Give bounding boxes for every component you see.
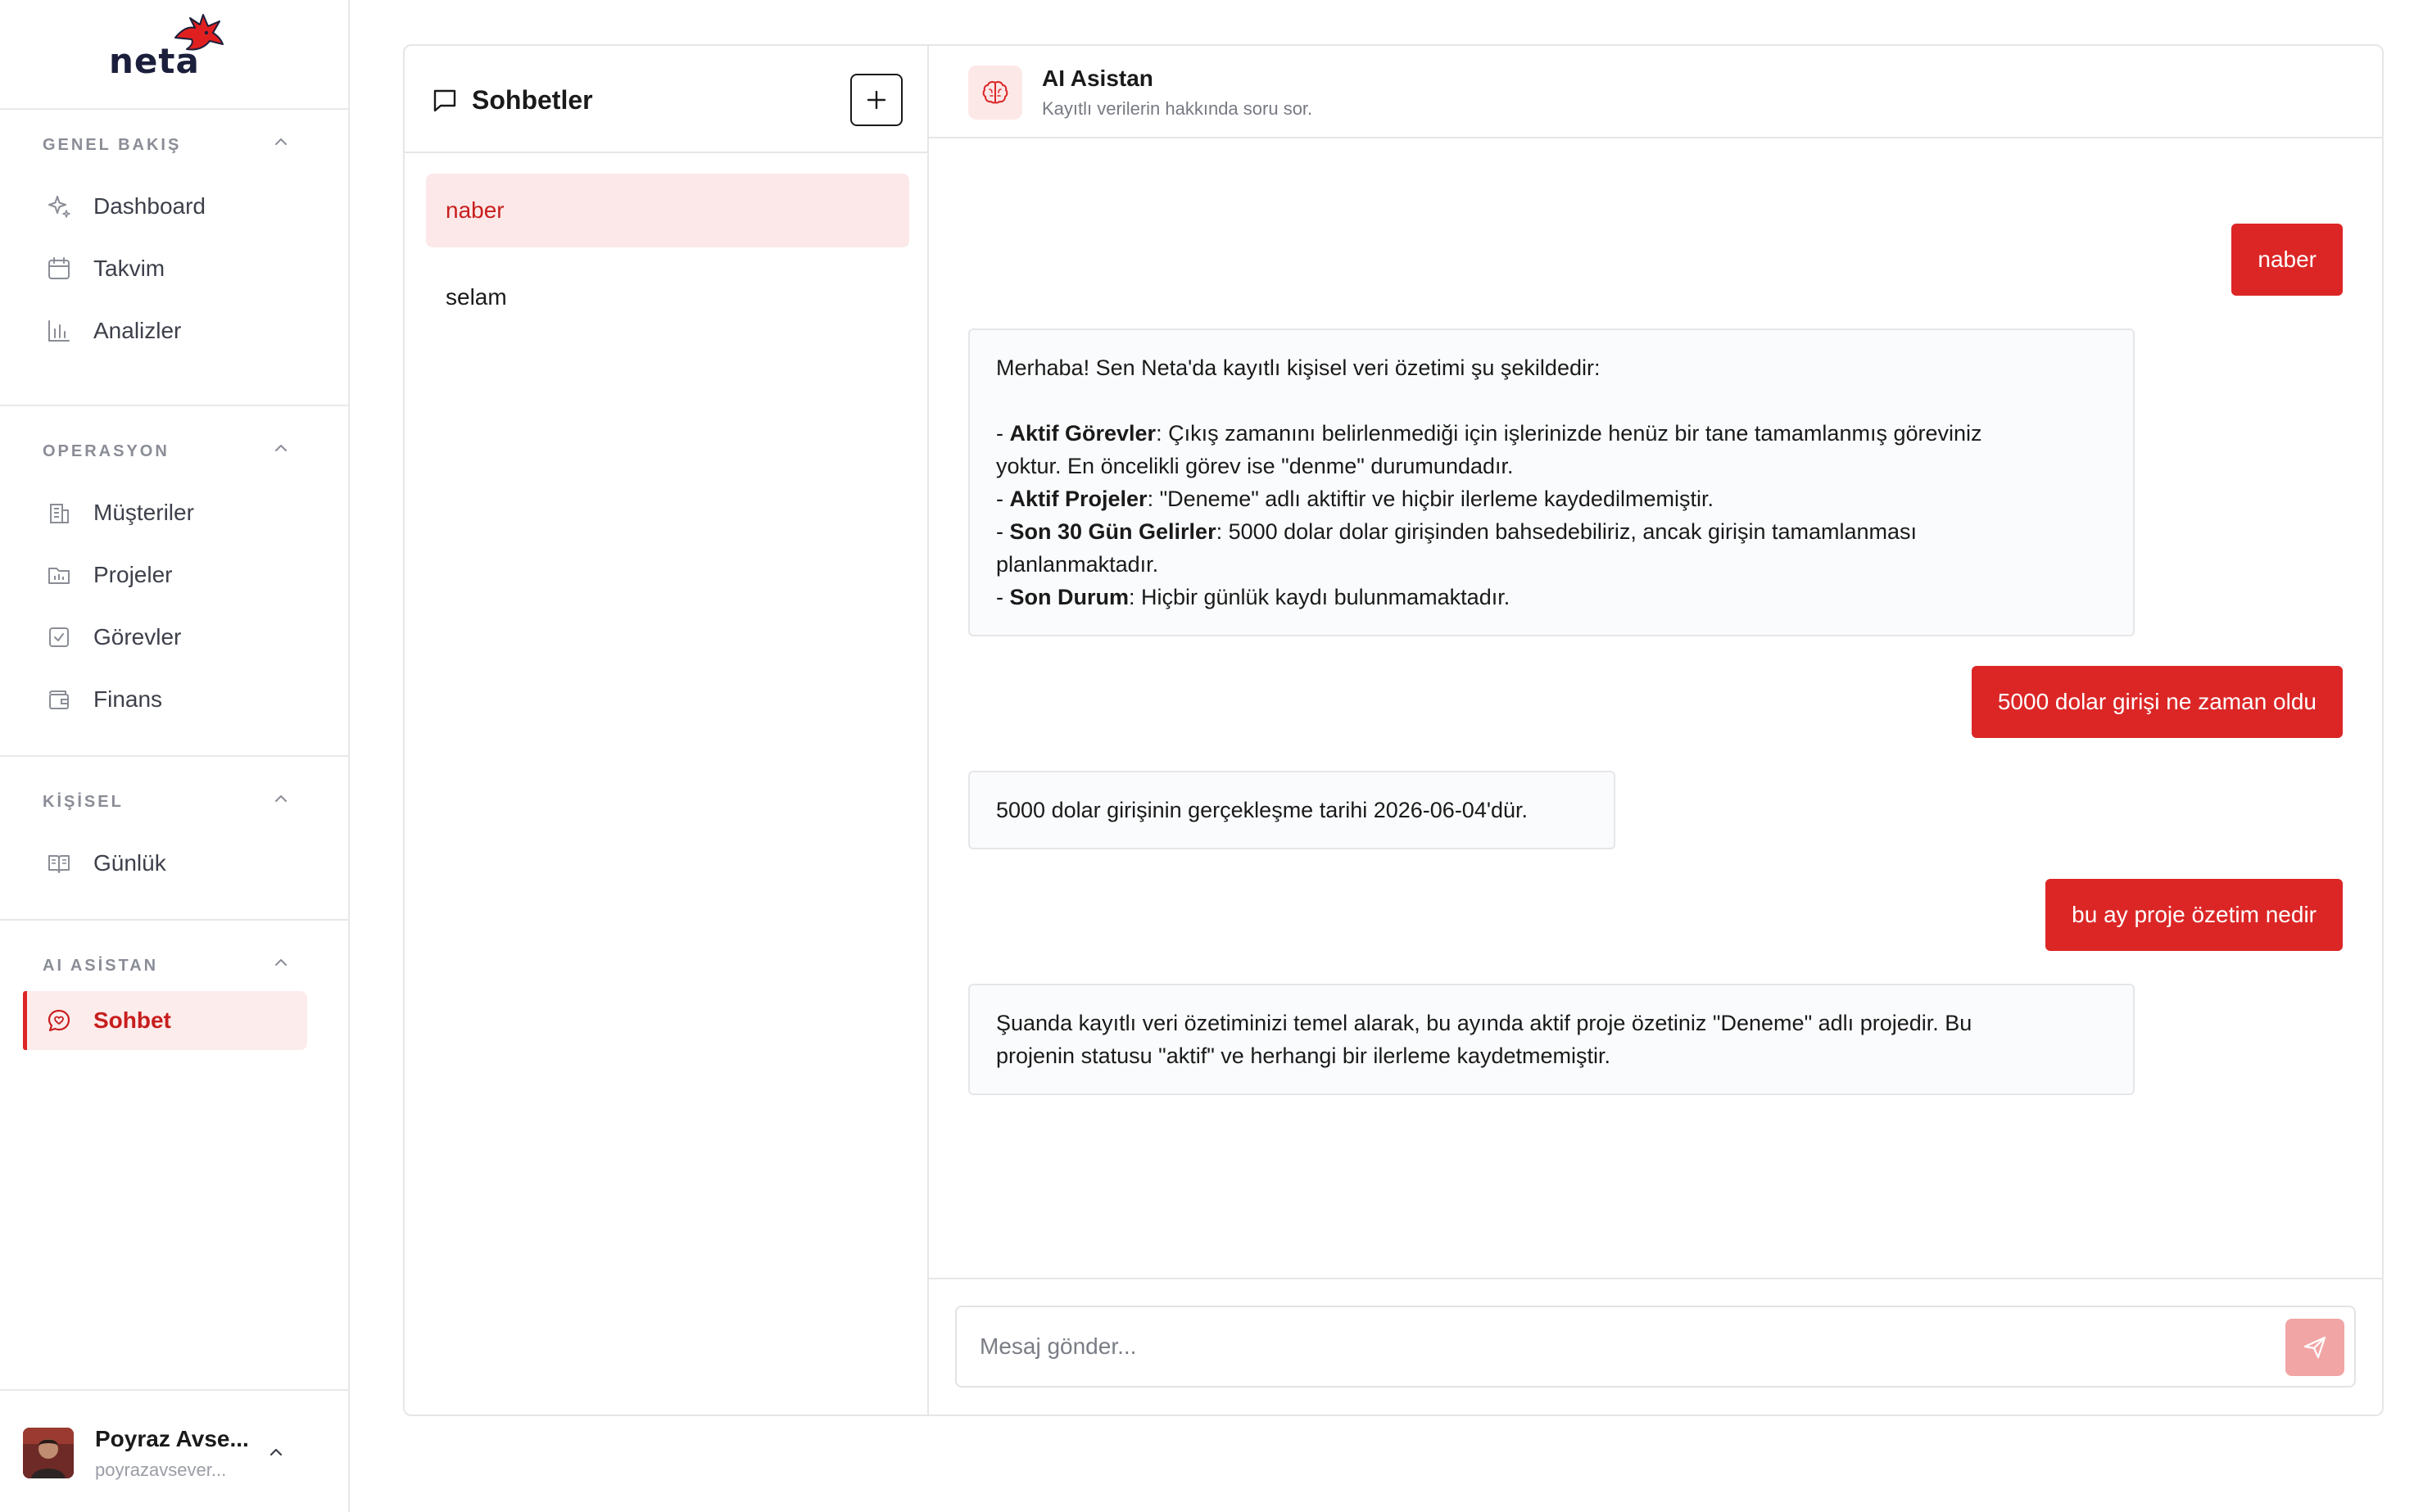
section-title: GENEL BAKIŞ bbox=[43, 136, 182, 154]
sidebar-item-label: Müşteriler bbox=[93, 500, 194, 525]
user-message: naber bbox=[2231, 224, 2343, 296]
nav-section-operations bbox=[0, 406, 348, 757]
message-line: yoktur. En öncelikli görev ise "denme" durumundadır. bbox=[996, 454, 1514, 478]
conversation-column bbox=[929, 46, 2382, 1415]
sidebar-item-label: Sohbet bbox=[93, 1007, 171, 1033]
assistant-badge bbox=[968, 66, 1022, 120]
sidebar-item-label: Görevler bbox=[93, 624, 182, 650]
message-input[interactable] bbox=[980, 1307, 2208, 1386]
section-header-personal[interactable] bbox=[0, 757, 348, 826]
message-composer bbox=[929, 1278, 2382, 1415]
sidebar-item-label: Takvim bbox=[93, 256, 165, 281]
nav-section-personal bbox=[0, 757, 348, 921]
message-line: - Aktif Projeler: "Deneme" adlı aktiftir ve hiçbir ilerleme kaydedilmemiştir. bbox=[996, 487, 1714, 511]
sidebar-item-label: Dashboard bbox=[93, 193, 206, 219]
bird-logo-icon bbox=[170, 13, 226, 56]
sidebar-item-label: Günlük bbox=[93, 850, 166, 876]
chevron-up-icon[interactable] bbox=[272, 790, 290, 808]
assistant-message bbox=[968, 984, 2135, 1095]
chevron-up-icon[interactable] bbox=[272, 133, 290, 151]
chevron-up-icon[interactable] bbox=[265, 1442, 287, 1463]
message-line: 5000 dolar girişinin gerçekleşme tarihi 2026-06-04'dür. bbox=[996, 798, 1529, 822]
bar-chart-icon bbox=[46, 318, 72, 344]
plus-icon bbox=[864, 88, 889, 112]
message-line: planlanmaktadır. bbox=[996, 552, 1159, 577]
wallet-icon bbox=[46, 686, 72, 713]
sidebar-item-label: Finans bbox=[93, 686, 163, 712]
message-line: Merhaba! Sen Neta'da kayıtlı kişisel veri özetimi şu şekildedir: bbox=[996, 355, 1601, 380]
sidebar-item-journal[interactable] bbox=[23, 832, 307, 894]
message-square-icon bbox=[431, 86, 459, 114]
section-header-overview[interactable] bbox=[0, 110, 348, 167]
sidebar-item-calendar[interactable] bbox=[23, 238, 307, 300]
assistant-message bbox=[968, 771, 1615, 849]
conversation-title: AI Asistan bbox=[1042, 66, 1153, 91]
send-icon bbox=[2301, 1333, 2329, 1361]
chevron-up-icon[interactable] bbox=[272, 953, 290, 971]
calendar-icon bbox=[46, 256, 72, 282]
user-menu[interactable] bbox=[0, 1389, 348, 1512]
sidebar-item-finance[interactable] bbox=[23, 668, 307, 731]
user-email: poyrazavsever... bbox=[95, 1460, 227, 1480]
avatar-image bbox=[23, 1428, 74, 1478]
sidebar-item-label: Analizler bbox=[93, 318, 182, 343]
building-icon bbox=[46, 500, 72, 526]
sidebar-item-projects[interactable] bbox=[23, 544, 307, 606]
assistant-message bbox=[968, 328, 2135, 636]
folder-icon bbox=[46, 562, 72, 588]
new-chat-button[interactable] bbox=[850, 74, 903, 126]
message-line: - Aktif Görevler: Çıkış zamanını belirlenmediği için işlerinizde henüz bir tane tamamlanmış göreviniz bbox=[996, 421, 1982, 446]
sparkles-icon bbox=[46, 193, 72, 220]
sidebar-item-chat[interactable] bbox=[23, 991, 307, 1050]
message-list bbox=[929, 140, 2382, 1328]
message-input-box[interactable] bbox=[955, 1306, 2356, 1388]
sidebar-item-tasks[interactable] bbox=[23, 606, 307, 668]
chat-list-header bbox=[405, 46, 927, 153]
book-open-icon bbox=[46, 850, 72, 876]
chat-list-item[interactable]: selam bbox=[446, 284, 507, 310]
sidebar bbox=[0, 0, 350, 1512]
send-button[interactable] bbox=[2285, 1319, 2344, 1376]
message-line: projenin statusu "aktif" ve herhangi bir ilerleme kaydetmemiştir. bbox=[996, 1043, 1611, 1068]
conversation-subtitle: Kayıtlı verilerin hakkında soru sor. bbox=[1042, 98, 1313, 119]
avatar bbox=[23, 1428, 74, 1478]
chevron-up-icon[interactable] bbox=[272, 439, 290, 457]
sidebar-item-analytics[interactable] bbox=[23, 300, 307, 362]
checkbox-icon bbox=[46, 624, 72, 650]
message-line: - Son 30 Gün Gelirler: 5000 dolar dolar girişinden bahsedebiliriz, ancak girişin tamamlanması bbox=[996, 519, 1918, 544]
section-header-ai[interactable] bbox=[0, 921, 348, 991]
chat-list-item[interactable]: naber bbox=[426, 174, 909, 247]
message-line bbox=[996, 384, 2107, 417]
section-title: KİŞİSEL bbox=[43, 793, 124, 811]
message-line: Şuanda kayıtlı veri özetiminizi temel alarak, bu ayında aktif proje özetiniz "Deneme" adlı projedir. Bu bbox=[996, 1011, 1972, 1035]
conversation-header bbox=[929, 46, 2382, 138]
chat-list-title: Sohbetler bbox=[472, 85, 593, 115]
nav-section-overview bbox=[0, 110, 348, 406]
sidebar-item-customers[interactable] bbox=[23, 482, 307, 544]
section-header-operations[interactable] bbox=[0, 406, 348, 473]
brand-name: neta bbox=[109, 41, 200, 81]
user-message: bu ay proje özetim nedir bbox=[2045, 879, 2343, 951]
user-message: 5000 dolar girişi ne zaman oldu bbox=[1972, 666, 2343, 738]
brand-logo[interactable] bbox=[0, 0, 348, 110]
section-title: AI ASİSTAN bbox=[43, 957, 159, 975]
chat-panel bbox=[403, 44, 2384, 1416]
chat-bubble-icon bbox=[46, 1007, 72, 1034]
sidebar-item-dashboard[interactable] bbox=[23, 175, 307, 238]
section-title: OPERASYON bbox=[43, 442, 170, 460]
nav-section-ai-assistant bbox=[0, 921, 348, 1050]
message-line: - Son Durum: Hiçbir günlük kaydı bulunmamaktadır. bbox=[996, 585, 1510, 609]
chat-list-column bbox=[405, 46, 929, 1415]
sidebar-item-label: Projeler bbox=[93, 562, 173, 587]
user-name: Poyraz Avse... bbox=[95, 1426, 249, 1451]
brain-icon bbox=[981, 78, 1010, 107]
